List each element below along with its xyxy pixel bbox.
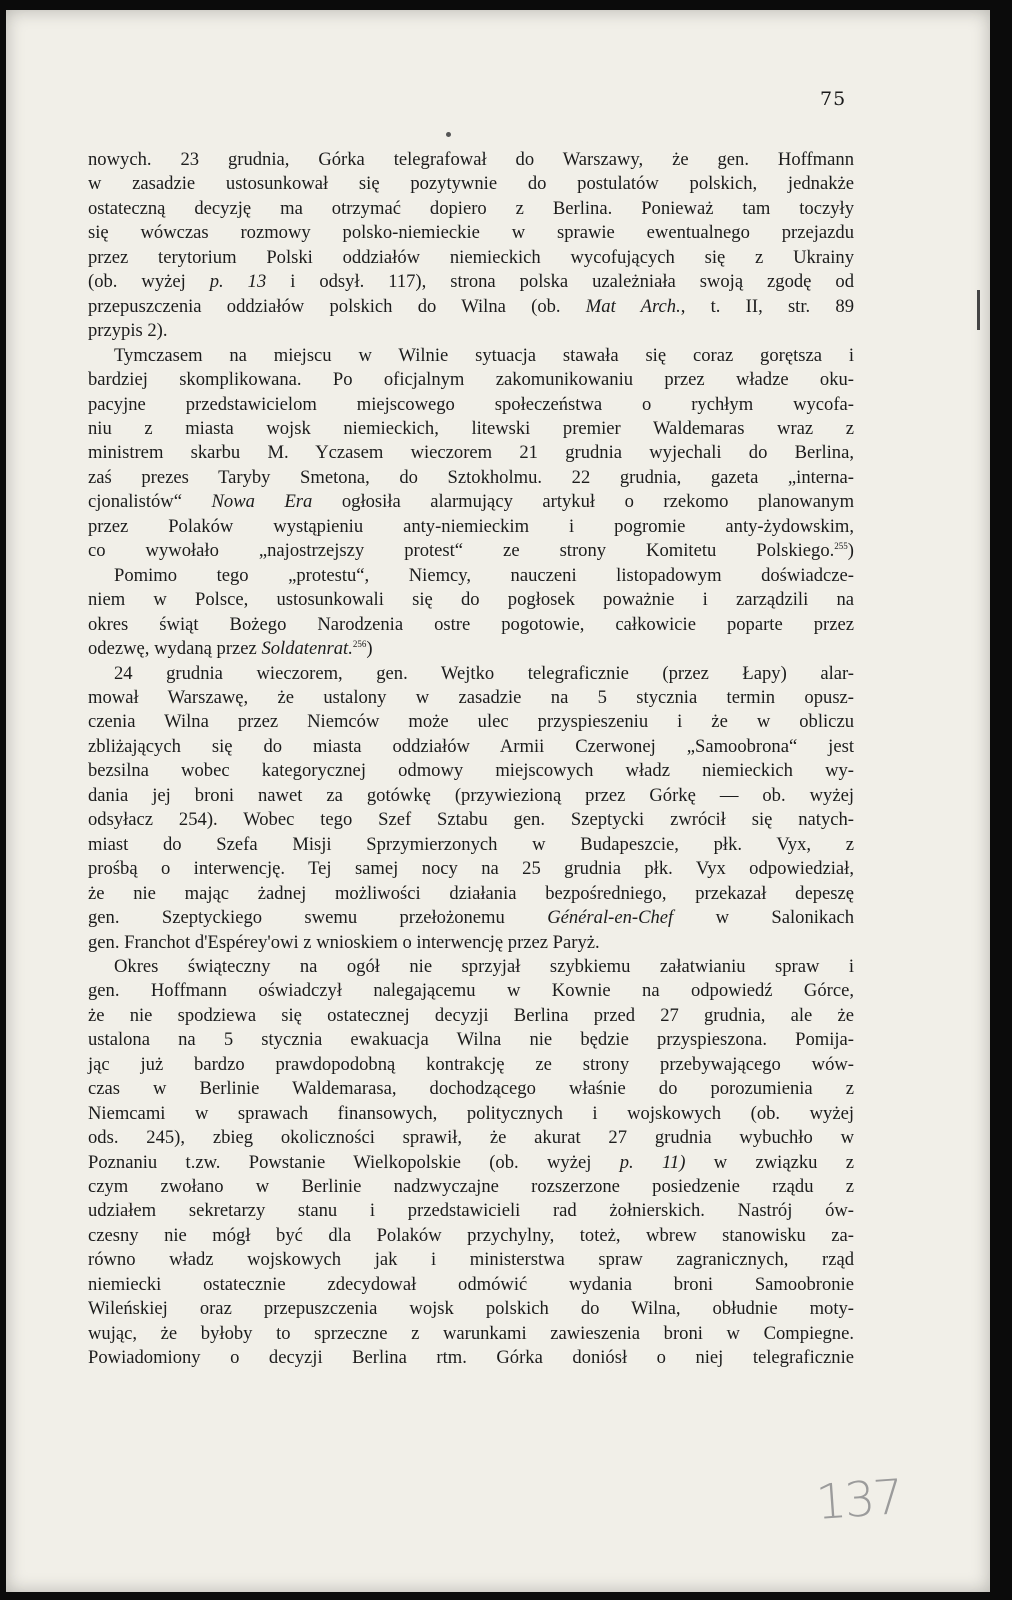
text-run: ostateczną decyzję ma otrzymać dopiero z Berlina. Ponieważ tam toczyły xyxy=(88,197,854,219)
text-line xyxy=(88,172,854,196)
text-run: , t. II, str. 89 xyxy=(680,295,854,317)
text-run: mował Warszawę, że ustalony w zasadzie na 5 stycznia termin opusz- xyxy=(88,686,854,708)
text-line xyxy=(88,784,854,808)
text-line xyxy=(88,906,854,930)
text-run: jąc już bardzo prawdopodobną kontrakcję ze strony przebywającego wów- xyxy=(88,1053,854,1075)
text-line xyxy=(88,1248,854,1272)
text-line xyxy=(88,710,854,734)
text-line xyxy=(88,1028,854,1052)
italic-text: p. 13 xyxy=(209,271,267,293)
text-run: zbliżających się do miasta oddziałów Armii Czerwonej „Samoobrona“ jest xyxy=(88,735,854,757)
text-line xyxy=(88,319,854,343)
text-run: Poznaniu t.zw. Powstanie Wielkopolskie (ob. wyżej xyxy=(88,1151,620,1173)
text-line xyxy=(88,759,854,783)
text-run: i odsył. 117), strona polska uzależniała swoją zgodę od xyxy=(266,271,854,293)
footnote-ref: 256 xyxy=(352,639,367,650)
text-line xyxy=(88,1126,854,1150)
text-line xyxy=(88,295,854,319)
text-line xyxy=(88,466,854,490)
text-line xyxy=(88,1322,854,1346)
text-line xyxy=(88,564,854,588)
text-line xyxy=(88,246,854,270)
text-line xyxy=(88,955,854,979)
text-run: się wówczas rozmowy polsko-niemieckie w sprawie ewentualnego przejazdu xyxy=(88,222,854,244)
italic-text: Général-en-Chef xyxy=(547,907,674,929)
text-run: przepuszczenia oddziałów polskich do Wilna (ob. xyxy=(88,295,586,317)
text-run: ustalona na 5 stycznia ewakuacja Wilna nie będzie przyspieszona. Pomija- xyxy=(88,1029,854,1051)
text-line xyxy=(88,1224,854,1248)
text-line xyxy=(88,662,854,686)
text-run: w związku z xyxy=(685,1151,855,1173)
text-line xyxy=(88,441,854,465)
text-run: prośbą o interwencję. Tej samej nocy na 25 grudnia płk. Vyx odpowiedział, xyxy=(88,858,854,880)
text-run: równo władz wojskowych jak i ministerstwa spraw zagranicznych, rząd xyxy=(88,1249,854,1271)
text-run: ods. 245), zbieg okoliczności sprawił, że akurat 27 grudnia wybuchło w xyxy=(88,1127,854,1149)
text-run: bardziej skomplikowana. Po oficjalnym zakomunikowaniu przez władze oku- xyxy=(88,369,854,391)
italic-text: p. 11) xyxy=(619,1151,686,1173)
text-line xyxy=(88,1077,854,1101)
text-line xyxy=(88,270,854,294)
text-line xyxy=(88,1151,854,1175)
text-run: odezwę, wydaną przez xyxy=(88,638,262,660)
text-run: wując, że byłoby to sprzeczne z warunkami zawieszenia broni w Compiegne. xyxy=(88,1322,854,1344)
text-run: czesny nie mógł być dla Polaków przychylny, toteż, wbrew stanowisku za- xyxy=(88,1224,854,1246)
text-line xyxy=(88,148,854,172)
text-run: ) xyxy=(366,638,373,660)
text-run: niemiecki ostatecznie zdecydował odmówić wydania broni Samoobronie xyxy=(88,1273,854,1295)
text-run: niem w Polsce, ustosunkowali się do pogłosek poważnie i zarządzili na xyxy=(88,589,854,611)
text-run: Powiadomiony o decyzji Berlina rtm. Górka doniósł o niej telegraficznie xyxy=(88,1347,854,1369)
text-line xyxy=(88,857,854,881)
text-run: czenia Wilna przez Niemców może ulec przyspieszeniu i że w obliczu xyxy=(88,711,854,733)
text-run: ) xyxy=(847,540,854,562)
text-run: gen. Franchot d'Espérey'owi z wnioskiem o interwencję przez Paryż. xyxy=(88,931,600,953)
text-line xyxy=(88,735,854,759)
text-line xyxy=(88,1199,854,1223)
text-run: odsyłacz 254). Wobec tego Szef Sztabu gen. Szeptycki zwrócił się natych- xyxy=(88,809,854,831)
text-run: gen. Szeptyckiego swemu przełożonemu xyxy=(88,907,548,929)
text-run: cjonalistów“ xyxy=(88,491,212,513)
text-run: Okres świąteczny na ogół nie sprzyjał szybkiemu załatwianiu spraw i xyxy=(114,955,854,977)
text-line xyxy=(88,882,854,906)
text-line xyxy=(88,808,854,832)
text-run: przez Polaków wystąpieniu anty-niemieckim i pogromie anty-żydowskim, xyxy=(88,515,854,537)
text-run: (ob. wyżej xyxy=(88,271,210,293)
text-run: 24 grudnia wieczorem, gen. Wejtko telegraficznie (przez Łapy) alar- xyxy=(114,662,854,684)
document-page xyxy=(6,10,990,1592)
text-run: nowych. 23 grudnia, Górka telegrafował do Warszawy, że gen. Hoffmann xyxy=(88,149,854,170)
text-line xyxy=(88,490,854,514)
handwritten-page-number: 137 xyxy=(814,1469,904,1531)
text-line xyxy=(88,686,854,710)
text-run: w Salonikach xyxy=(673,907,855,929)
text-run: zaś prezes Taryby Smetona, do Sztokholmu. 22 grudnia, gazeta „interna- xyxy=(88,466,854,488)
text-run: w zasadzie ustosunkował się pozytywnie do postulatów polskich, jednakże xyxy=(88,173,854,195)
text-line xyxy=(88,515,854,539)
text-line xyxy=(88,1273,854,1297)
text-line xyxy=(88,1053,854,1077)
text-line xyxy=(88,931,854,955)
text-line xyxy=(88,539,854,563)
footnote-ref: 255 xyxy=(834,541,848,552)
text-run: miast do Szefa Misji Sprzymierzonych w Budapeszcie, płk. Vyx, z xyxy=(88,833,854,855)
text-line xyxy=(88,637,854,661)
text-line xyxy=(88,1346,854,1370)
italic-text: Soldatenrat. xyxy=(261,638,353,660)
text-line xyxy=(88,1102,854,1126)
text-run: Wileńskiej oraz przepuszczenia wojsk polskich do Wilna, obłudnie moty- xyxy=(88,1298,854,1320)
text-line xyxy=(88,221,854,245)
body-text xyxy=(88,148,854,1371)
text-run: przypis 2). xyxy=(88,320,168,342)
text-line xyxy=(88,1175,854,1199)
text-run: udziałem sekretarzy stanu i przedstawicieli rad żołnierskich. Nastrój ów- xyxy=(88,1200,854,1222)
text-run: okres świąt Bożego Narodzenia ostre pogotowie, całkowicie poparte przez xyxy=(88,613,854,635)
text-line xyxy=(88,613,854,637)
text-run: czym zwołano w Berlinie nadzwyczajne rozszerzone posiedzenie rządu z xyxy=(88,1176,854,1198)
text-line xyxy=(88,417,854,441)
italic-text: Nowa Era xyxy=(211,491,313,513)
text-run: ministrem skarbu M. Yczasem wieczorem 21 grudnia wyjechali do Berlina, xyxy=(88,442,854,464)
italic-text: Mat Arch. xyxy=(585,295,681,317)
page-number: 75 xyxy=(820,88,847,110)
text-run: Pomimo tego „protestu“, Niemcy, nauczeni listopadowym doświadcze- xyxy=(114,564,854,586)
text-run: dania jej broni nawet za gotówkę (przywiezioną przez Górkę — ob. wyżej xyxy=(88,784,854,806)
text-line xyxy=(88,197,854,221)
text-run: przez terytorium Polski oddziałów niemieckich wycofujących się z Ukrainy xyxy=(88,246,854,268)
text-run: pacyjne przedstawicielom miejscowego społeczeństwa o rychłym wycofa- xyxy=(88,393,854,415)
text-line xyxy=(88,393,854,417)
text-run: że nie spodziewa się ostatecznej decyzji Berlina przed 27 grudnia, ale że xyxy=(88,1004,854,1026)
text-line xyxy=(88,344,854,368)
text-line xyxy=(88,1297,854,1321)
text-line xyxy=(88,979,854,1003)
text-run: ogłosiła alarmujący artykuł o rzekomo planowanym xyxy=(312,491,855,513)
text-run: Tymczasem na miejscu w Wilnie sytuacja stawała się coraz gorętsza i xyxy=(114,344,854,366)
text-run: bezsilna wobec kategorycznej odmowy miejscowych władz niemieckich wy- xyxy=(88,760,854,782)
edge-mark xyxy=(977,290,980,330)
ink-dot xyxy=(446,132,451,137)
text-line xyxy=(88,833,854,857)
text-run: że nie mając żadnej możliwości działania bezpośredniego, przekazał depeszę xyxy=(88,882,854,904)
text-run: niu z miasta wojsk niemieckich, litewski premier Waldemaras wraz z xyxy=(88,417,854,439)
text-run: Niemcami w sprawach finansowych, politycznych i wojskowych (ob. wyżej xyxy=(88,1102,854,1124)
text-run: gen. Hoffmann oświadczył nalegającemu w Kownie na odpowiedź Górce, xyxy=(88,980,854,1002)
text-run: czas w Berlinie Waldemarasa, dochodzącego właśnie do porozumienia z xyxy=(88,1078,854,1100)
text-line xyxy=(88,588,854,612)
text-line xyxy=(88,368,854,392)
text-run: co wywołało „najostrzejszy protest“ ze strony Komitetu Polskiego. xyxy=(88,540,835,562)
text-line xyxy=(88,1004,854,1028)
